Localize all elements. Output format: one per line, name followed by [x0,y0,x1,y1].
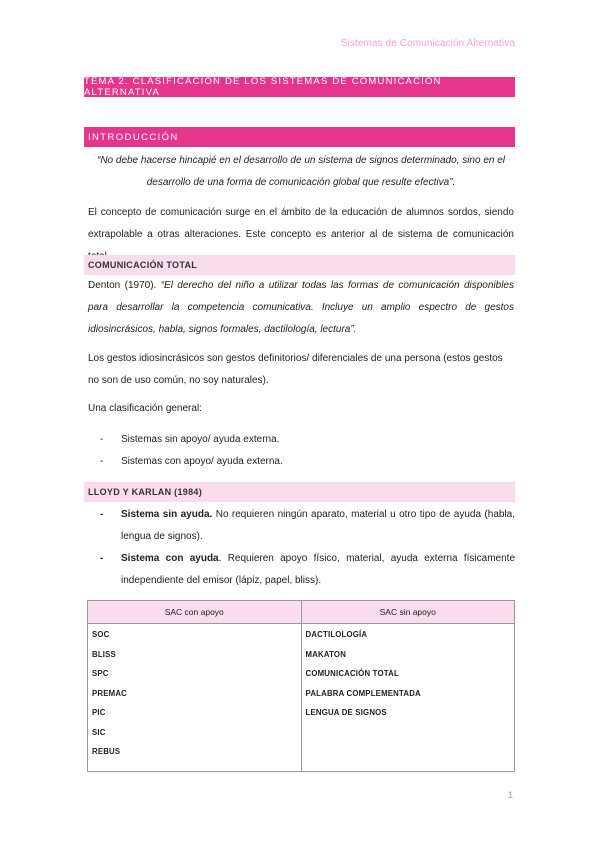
list-item [100,429,515,451]
table-cell-item: MAKATON [305,649,347,659]
dash-bullet: - [100,434,104,445]
table-cell-item: DACTILOLOGÍA [305,630,368,639]
list-item [100,504,515,548]
page-number: 1 [507,790,513,800]
table-header-cell: SAC sin apoyo [301,601,515,624]
clasificacion-intro: Una clasificación general: [88,403,202,414]
sac-table [87,600,515,772]
table-header-cell: SAC con apoyo [88,601,302,624]
citation-author: Denton (1970). [88,280,157,291]
clasificacion-list [100,429,515,473]
table-cell-item: LENGUA DE SIGNOS [305,708,387,717]
document-title: TEMA 2. CLASIFICACIÓN DE LOS SISTEMAS DE COMUNICACIÓN ALTERNATIVA [84,77,515,97]
dash-bullet: - [100,553,104,564]
lloyd-list [100,504,515,592]
subsection-heading-lloyd-karlan: LLOYD Y KARLAN (1984) [84,482,515,502]
list-item [100,548,515,592]
list-term: Sistema con ayuda [121,553,219,564]
table-cell-item: PREMAC [92,688,127,698]
table-cell-item: SOC [92,630,110,639]
gestos-paragraph: Los gestos idiosincrásicos son gestos definitorios/ diferenciales de una persona (estos gestos no son de uso común, no soy naturales). [88,353,503,386]
table-cell-con-apoyo [88,624,302,772]
intro-paragraph: El concepto de comunicación surge en el ámbito de la educación de alumnos sordos, siendo extrapolable a otras alteraciones. Este concepto es anterior al de sistema de comunicación [88,207,514,240]
table-cell-item: REBUS [92,747,121,756]
list-item-text: Sistemas sin apoyo/ ayuda externa. [121,434,280,445]
table-cell-item: PALABRA COMPLEMENTADA [305,688,421,698]
list-item [100,451,515,473]
dash-bullet: - [100,456,104,467]
section-heading-introduccion: INTRODUCCIÓN [84,127,515,147]
intro-quote: “No debe hacerse hincapié en el desarrollo de un sistema de signos determinado, sino en el desarrollo de una forma de comunicación global que resulte efectiva”. [96,155,506,188]
list-item-text: Sistemas con apoyo/ ayuda externa. [121,456,283,467]
table-cell-item: SPC [92,669,109,678]
table-cell-sin-apoyo [301,624,515,772]
running-header: Sistemas de Comunicación Alternativa [340,38,515,49]
table-header-row [88,601,515,624]
list-item-text: . Requieren apoyo físico, material, ayuda externa físicamente independiente del emisor (lápiz, papel, bliss). [121,553,516,586]
table-cell-item: BLISS [92,649,116,659]
denton-citation [88,275,514,341]
table-row [88,624,515,772]
citation-text: “El derecho del niño a utilizar todas las formas de comunicación disponibles para desarrollar la competencia comunicativa. Incluye un amplio espectro de gestos idiosincrásicos, habla, signos formales, dactilología, lectura”. [88,280,514,335]
list-item-text: No requieren ningún aparato, material u otro tipo de ayuda (habla, lengua de signos). [121,509,516,542]
table-cell-item: PIC [92,708,106,717]
dash-bullet: - [100,509,104,520]
table-cell-item: SIC [92,727,106,737]
list-term: Sistema sin ayuda. [121,509,213,520]
table-cell-item: COMUNICACIÓN TOTAL [305,669,399,678]
subsection-heading-comunicacion-total: COMUNICACIÓN TOTAL [84,255,515,275]
